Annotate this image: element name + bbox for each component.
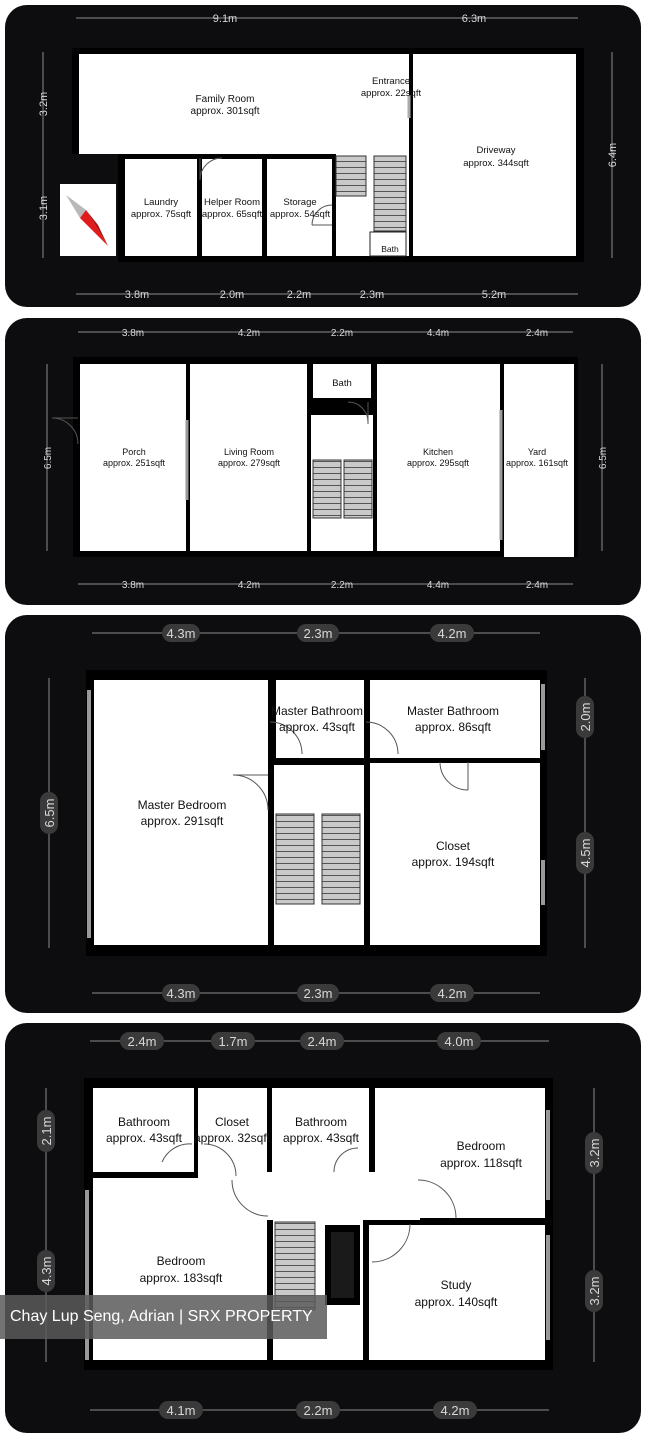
room-area: approx. 279sqft <box>217 458 281 468</box>
dimension-label: 2.2m <box>286 289 312 301</box>
dimension-label: 3.8m <box>124 289 150 301</box>
study-area <box>369 1225 545 1360</box>
dimension-label: 3.1m <box>38 195 50 221</box>
room-area: approx. 301sqft <box>190 106 260 117</box>
room-area: approx. 344sqft <box>463 158 529 169</box>
watermark-banner: Chay Lup Seng, Adrian | SRX PROPERTY <box>0 1295 327 1339</box>
dimension-label: 4.3m <box>39 1256 54 1286</box>
floor-2-plan <box>43 328 609 591</box>
bathroom-2-area <box>272 1088 369 1172</box>
dimension-label: 4.4m <box>426 328 450 339</box>
dimension-label: 2.2m <box>330 328 354 339</box>
floor-3-plan <box>40 624 594 1002</box>
dimension-label: 3.2m <box>587 1138 602 1168</box>
dimension-label: 2.3m <box>303 986 333 1001</box>
dimension-label: 6.3m <box>461 13 487 25</box>
room-area: approx. 43sqft <box>278 720 356 734</box>
room-name: Living Room <box>223 447 275 457</box>
dimension-label: 6.4m <box>607 142 619 168</box>
room-name: Porch <box>122 447 146 457</box>
room-area: approx. 194sqft <box>411 855 495 869</box>
master-bathroom-2-area <box>370 680 540 758</box>
dimension-label: 6.5m <box>42 798 57 828</box>
dimension-label: 9.1m <box>212 13 238 25</box>
room-name: Bath <box>332 378 352 389</box>
dimension-label: 4.2m <box>237 580 261 591</box>
dimension-label: 4.1m <box>166 1403 196 1418</box>
dimension-label: 4.0m <box>444 1034 474 1049</box>
room-name: Bath <box>381 244 399 254</box>
stairs <box>322 814 360 904</box>
floor-1-plan <box>38 13 619 301</box>
room-name: Laundry <box>143 197 179 208</box>
room-area: approx. 295sqft <box>406 458 470 468</box>
stairs <box>276 814 314 904</box>
room-name: Closet <box>214 1115 250 1129</box>
room-area: approx. 140sqft <box>414 1295 498 1309</box>
room-area: approx. 32sqft <box>193 1131 271 1145</box>
room-area: approx. 291sqft <box>140 814 224 828</box>
room-name: Bedroom <box>156 1254 206 1268</box>
dimension-label: 2.3m <box>303 626 333 641</box>
dimension-label: 4.3m <box>166 626 196 641</box>
room-area: approx. 22sqft <box>360 88 422 99</box>
stairs <box>313 460 341 518</box>
floor-4-plan <box>37 1032 603 1419</box>
dimension-label: 2.2m <box>303 1403 333 1418</box>
dimension-label: 3.8m <box>121 580 145 591</box>
room-area: approx. 65sqft <box>201 209 263 220</box>
dimension-label: 2.0m <box>578 702 593 732</box>
room-name: Master Bathroom <box>270 704 364 718</box>
dimension-label: 6.5m <box>43 446 54 470</box>
dimension-label: 2.1m <box>39 1116 54 1146</box>
dimension-label: 2.3m <box>359 289 385 301</box>
dimension-label: 4.2m <box>437 626 467 641</box>
master-bedroom-area <box>94 680 268 945</box>
room-area: approx. 75sqft <box>130 209 192 220</box>
dimension-label: 1.7m <box>218 1034 248 1049</box>
entrance-area <box>334 54 409 154</box>
dimension-label: 4.2m <box>237 328 261 339</box>
dimension-label: 4.2m <box>437 986 467 1001</box>
room-name: Bathroom <box>117 1115 171 1129</box>
room-name: Master Bathroom <box>406 704 500 718</box>
dimension-label: 2.2m <box>330 580 354 591</box>
dimension-label: 3.2m <box>587 1276 602 1306</box>
room-name: Master Bedroom <box>137 798 227 812</box>
room-area: approx. 43sqft <box>282 1131 360 1145</box>
dimension-label: 2.4m <box>525 328 549 339</box>
dimension-label: 2.4m <box>525 580 549 591</box>
stairs <box>374 156 406 231</box>
room-name: Yard <box>527 447 547 457</box>
room-area: approx. 43sqft <box>105 1131 183 1145</box>
room-area: approx. 251sqft <box>102 458 166 468</box>
dimension-label: 2.4m <box>307 1034 337 1049</box>
dimension-label: 2.4m <box>127 1034 157 1049</box>
room-area: approx. 118sqft <box>440 1156 522 1170</box>
closet-area <box>370 763 540 945</box>
room-name: Study <box>440 1278 472 1292</box>
compass-icon <box>60 184 116 256</box>
dimension-label: 2.0m <box>219 289 245 301</box>
room-name: Bathroom <box>294 1115 348 1129</box>
room-name: Entrance <box>371 76 411 87</box>
closet-area <box>198 1088 267 1172</box>
room-name: Helper Room <box>204 197 260 208</box>
dimension-label: 4.4m <box>426 580 450 591</box>
room-area: approx. 86sqft <box>414 720 492 734</box>
dimension-label: 5.2m <box>481 289 507 301</box>
room-name: Kitchen <box>422 447 454 457</box>
room-name: Storage <box>283 197 317 208</box>
dimension-label: 4.2m <box>440 1403 470 1418</box>
dimension-label: 4.3m <box>166 986 196 1001</box>
bathroom-1-area <box>93 1088 194 1172</box>
room-name: Driveway <box>476 145 516 156</box>
stairs <box>344 460 372 518</box>
dimension-label: 6.5m <box>598 446 609 470</box>
room-area: approx. 183sqft <box>139 1271 223 1285</box>
stairs <box>336 156 366 196</box>
room-name: Family Room <box>195 94 255 105</box>
room-area: approx. 161sqft <box>505 458 569 468</box>
room-name: Closet <box>435 839 471 853</box>
dimension-label: 3.2m <box>38 91 50 117</box>
dimension-label: 4.5m <box>578 838 593 868</box>
room-area: approx. 54sqft <box>269 209 331 220</box>
master-bathroom-1-area <box>276 680 364 758</box>
room-name: Bedroom <box>456 1139 506 1153</box>
dimension-label: 3.8m <box>121 328 145 339</box>
